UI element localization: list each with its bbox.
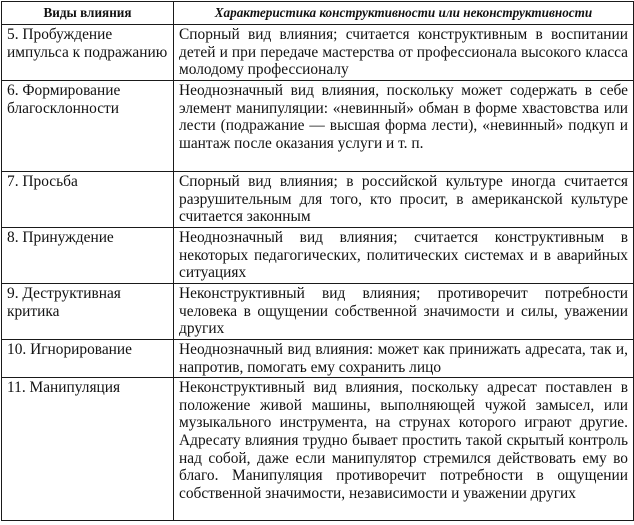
influence-types-table <box>1 1 634 521</box>
influence-type-name: 6. Формирование благосклонности <box>2 81 174 172</box>
influence-type-description: Спорный вид влияния; считается конструктивным в воспитании детей и при передаче мастерства от профессионала высокого класса молодому профессионалу <box>174 25 634 81</box>
influence-type-name: 9. Деструктивная критика <box>2 284 174 340</box>
document-page <box>1 1 633 523</box>
influence-type-description: Неоднозначный вид влияния, поскольку может содержать в себе элемент манипуляции: «невинный» обман в форме хвастовства или лести (подражание — высшая форма лести), «невинный» подкуп и шантаж после оказания услуги и т. п. <box>174 81 634 172</box>
table-row <box>2 284 634 340</box>
influence-type-name: 8. Принуждение <box>2 228 174 284</box>
column-header-characteristic: Характеристика конструктивности или неконструктивности <box>174 2 634 25</box>
column-header-influence-types: Виды влияния <box>2 2 174 25</box>
table-row <box>2 378 634 521</box>
table-row <box>2 172 634 228</box>
table-row <box>2 340 634 378</box>
influence-type-description: Неконструктивный вид влияния; противоречит потребности человека в ощущении собственной значимости и силы, уважении других <box>174 284 634 340</box>
table-row <box>2 25 634 81</box>
table-row <box>2 228 634 284</box>
influence-type-description: Неоднозначный вид влияния; считается конструктивным в некоторых педагогических, политических системах и в аварийных ситуациях <box>174 228 634 284</box>
influence-type-description: Неоднозначный вид влияния: может как принижать адресата, так и, напротив, помогать ему сохранить лицо <box>174 340 634 378</box>
influence-type-name: 11. Манипуляция <box>2 378 174 521</box>
table-header-row <box>2 2 634 25</box>
influence-type-name: 7. Просьба <box>2 172 174 228</box>
influence-type-description: Неконструктивный вид влияния, поскольку адресат поставлен в положение живой машины, выполняющей чужой замысел, или музыкального инструмента, на струнах которого играют другие. Адресату влияния трудно бывает простить такой скрытый контроль над собой, даже если манипулятор стремился действовать ему во благо. Манипуляция противоречит потребности в ощущении собственной значимости, независимости и уважении других <box>174 378 634 521</box>
influence-type-name: 5. Пробуждение импульса к подражанию <box>2 25 174 81</box>
table-row <box>2 81 634 172</box>
influence-type-name: 10. Игнорирование <box>2 340 174 378</box>
influence-type-description: Спорный вид влияния; в российской культуре иногда считается разрушительным для того, кто просит, в американской культуре считается законным <box>174 172 634 228</box>
